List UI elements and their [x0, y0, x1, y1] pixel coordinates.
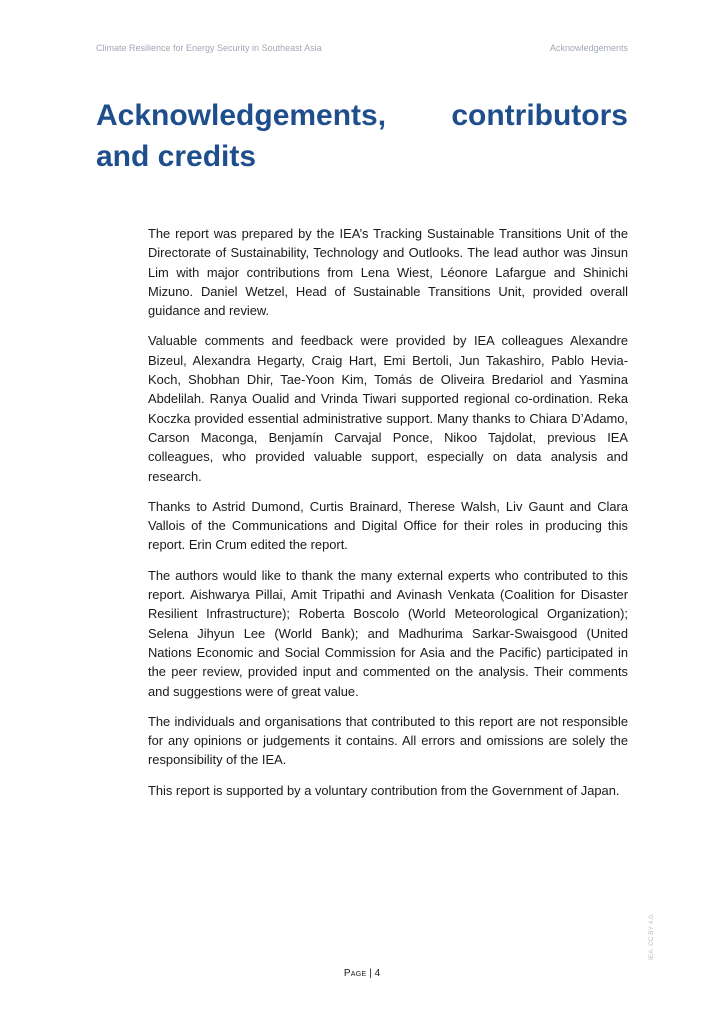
- paragraph-6: This report is supported by a voluntary contribution from the Government of Japan.: [148, 782, 620, 798]
- page-footer: [0, 968, 724, 979]
- paragraph-2: Valuable comments and feedback were provided by IEA colleagues Alexandre Bizeul, Alexandra Hegarty, Craig Hart, Emi Bertoli, Jun Takashiro, Pablo Hevia-Koch, Shobhan Dhir, Tae-Yoon Kim, Tomás de Oliveira Bredariol and Yasmina Abdelilah. Ranya Oualid and Vrinda Tiwari supported regional co-ordination. Reka Koczka provided essential administrative support. Many thanks to Chiara D’Adamo, Carson Maconga, Benjamín Carvajal Ponce, Nikoo Tajdolat, previous IEA colleagues, who provided valuable support, especially on data analysis and research.: [148, 333, 628, 484]
- page-label: Page: [343, 968, 367, 979]
- paragraph-3: Thanks to Astrid Dumond, Curtis Brainard, Therese Walsh, Liv Gaunt and Clara Vallois of the Communications and Digital Office for their roles in producing this report. Erin Crum edited the report.: [148, 498, 628, 553]
- license-watermark: IEA. CC BY 4.0.: [648, 913, 655, 960]
- page-number: 4: [374, 968, 381, 979]
- paragraph-1: The report was prepared by the IEA’s Tracking Sustainable Transitions Unit of the Directorate of Sustainability, Technology and Outlooks. The lead author was Jinsun Lim with major contributions from Lena Wiest, Léonore Lafargue and Shinichi Mizuno. Daniel Wetzel, Head of Sustainable Transitions Unit, provided overall guidance and review.: [148, 226, 628, 319]
- paragraph-4: The authors would like to thank the many external experts who contributed to this report. Aishwarya Pillai, Amit Tripathi and Avinash Venkata (Coalition for Disaster Resilient Infrastructure); Roberta Boscolo (World Meteorological Organization); Selena Jihyun Lee (World Bank); and Madhurima Sarkar-Swaisgood (United Nations Economic and Social Commission for Asia and the Pacific) participated in the peer review, provided input and commented on the analysis. Their comments and suggestions were of great value.: [148, 567, 628, 699]
- running-header-section: Acknowledgements: [549, 43, 628, 53]
- page-title: Acknowledgements, contributors and credits: [96, 99, 628, 173]
- body-text: [148, 224, 628, 811]
- running-header-report-title: Climate Resilience for Energy Security in Southeast Asia: [96, 43, 322, 53]
- page-separator: |: [366, 968, 375, 979]
- paragraph-5: The individuals and organisations that contributed to this report are not responsible for any opinions or judgements it contains. All errors and omissions are solely the responsibility of the IEA.: [148, 713, 628, 768]
